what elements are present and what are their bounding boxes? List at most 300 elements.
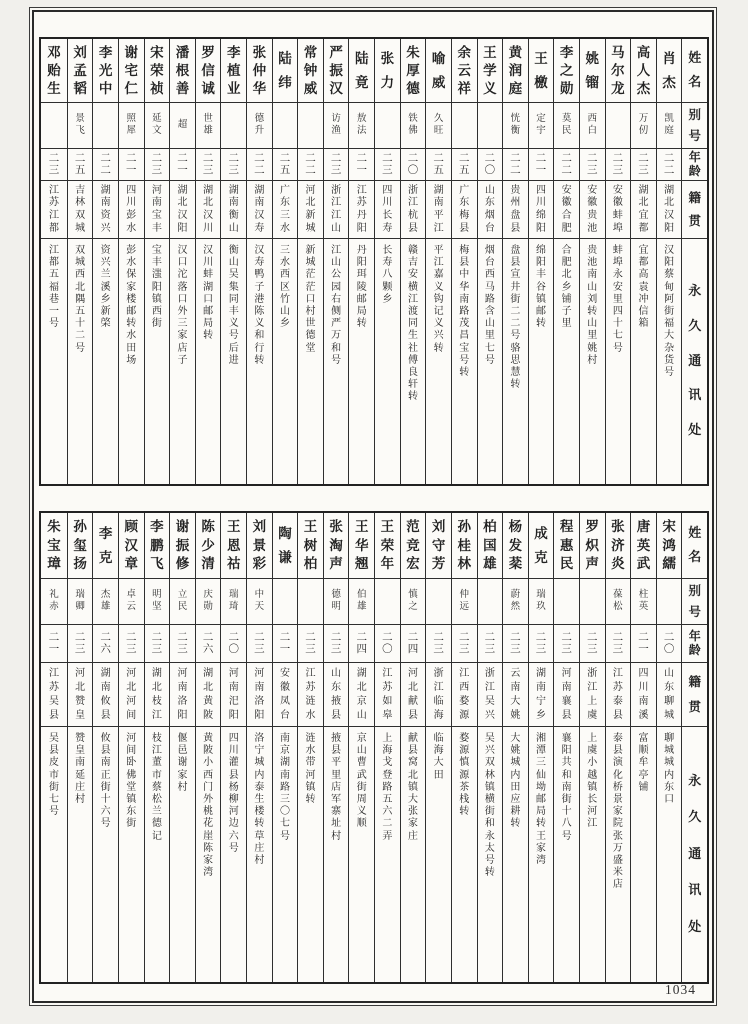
person-alias: 蔚 然	[503, 579, 528, 625]
person-address: 汉 口 沱 落 口 外 三 家 店 子	[177, 245, 188, 366]
person-age: 二 三	[221, 149, 246, 181]
person-alias: 久 旺	[426, 103, 451, 149]
person-native-place: 浙 江 临 海	[426, 663, 451, 727]
person-native-place: 安 徽 贵 池	[580, 181, 605, 239]
person-native-place: 安 徽 合 肥	[554, 181, 579, 239]
person-column	[374, 513, 400, 982]
person-address: 赞 皇 南 延 庄 村	[75, 733, 86, 805]
person-address: 洛 宁 城 内 泰 生 楼 转 草 庄 村	[254, 733, 265, 866]
person-age: 二 〇	[401, 149, 426, 181]
person-native-place: 江 苏 泰 县	[606, 663, 631, 727]
person-column	[67, 513, 93, 982]
person-age: 二 三	[298, 625, 323, 663]
person-address: 贵 池 南 山 刘 转 山 里 姚 村	[587, 245, 598, 366]
person-name: 孙 玺 扬	[68, 513, 93, 579]
page-border-frame	[29, 7, 717, 1006]
person-native-place: 山 东 掖 县	[324, 663, 349, 727]
person-column	[41, 513, 67, 982]
person-age: 二 三	[119, 625, 144, 663]
person-column	[195, 513, 221, 982]
person-name: 程 惠 民	[554, 513, 579, 579]
person-column	[348, 39, 374, 484]
person-age: 二 四	[401, 625, 426, 663]
person-age: 二 一	[273, 625, 298, 663]
person-address: 黄 陂 小 西 门 外 桃 花 崖 陈 家 湾	[203, 733, 214, 879]
person-alias: 立 民	[170, 579, 195, 625]
person-native-place: 山 东 烟 台	[478, 181, 503, 239]
person-age: 二 三	[170, 625, 195, 663]
person-address: 江 山 公 园 右 侧 严 万 和 号	[331, 245, 342, 366]
person-alias	[375, 579, 400, 625]
person-column	[323, 39, 349, 484]
person-native-place: 四 川 绵 阳	[529, 181, 554, 239]
person-address: 资 兴 兰 溪 乡 新 棨	[100, 245, 111, 330]
person-name: 王 檄	[529, 39, 554, 103]
person-alias: 仲 远	[452, 579, 477, 625]
person-alias: 瑞 玖	[529, 579, 554, 625]
person-age: 二 三	[580, 625, 605, 663]
person-name: 李 植 业	[221, 39, 246, 103]
person-native-place: 湖 南 攸 县	[93, 663, 118, 727]
person-name: 张 济 炎	[606, 513, 631, 579]
person-age: 二 六	[196, 625, 221, 663]
header-column	[681, 39, 707, 484]
person-alias: 莫 民	[554, 103, 579, 149]
person-name: 黄 润 庭	[503, 39, 528, 103]
person-alias: 景 飞	[68, 103, 93, 149]
person-address: 枝 江 董 市 蔡 松 兰 德 记	[151, 733, 162, 842]
person-age: 二 三	[631, 149, 656, 181]
person-address: 富 顺 牟 亭 铺	[638, 733, 649, 793]
person-native-place: 山 东 聊 城	[657, 663, 682, 727]
person-column	[92, 39, 118, 484]
person-column	[169, 39, 195, 484]
person-alias	[452, 103, 477, 149]
person-name: 姚 镏	[580, 39, 605, 103]
person-native-place: 浙 江 上 虞	[580, 663, 605, 727]
person-age: 二 三	[196, 149, 221, 181]
person-age: 二 三	[324, 149, 349, 181]
person-name: 朱 宝 璋	[41, 513, 67, 579]
person-native-place: 河 南 襄 县	[554, 663, 579, 727]
person-native-place: 湖 北 汉 阳	[657, 181, 682, 239]
person-alias: 德 升	[247, 103, 272, 149]
person-native-place: 湖 北 京 山	[349, 663, 374, 727]
person-name: 张 淘 声	[324, 513, 349, 579]
person-address: 南 京 湖 南 路 三 〇 七 号	[279, 733, 290, 842]
header-address-cell: 永 久 通 讯 处	[688, 283, 702, 438]
person-alias	[41, 103, 67, 149]
person-native-place: 四 川 南 溪	[631, 663, 656, 727]
person-age: 二 三	[145, 625, 170, 663]
person-address: 衡 山 吴 集 同 丰 义 号 后 进	[228, 245, 239, 366]
person-alias	[298, 579, 323, 625]
person-address: 湘 潭 三 仙 坳 邮 局 转 王 家 湾	[536, 733, 547, 866]
person-native-place: 广 东 三 水	[273, 181, 298, 239]
person-address: 三 水 西 区 竹 山 乡	[279, 245, 290, 330]
person-native-place: 湖 北 汉 川	[196, 181, 221, 239]
person-age: 二 三	[68, 625, 93, 663]
person-native-place: 湖 北 宜 都	[631, 181, 656, 239]
person-alias: 定 宇	[529, 103, 554, 149]
person-alias: 铁 佛	[401, 103, 426, 149]
person-alias	[221, 103, 246, 149]
header-name-cell: 姓 名	[682, 513, 707, 579]
person-age: 二 三	[606, 625, 631, 663]
person-native-place: 河 南 宝 丰	[145, 181, 170, 239]
person-address: 偃 邑 谢 家 村	[177, 733, 188, 793]
person-name: 王 荣 年	[375, 513, 400, 579]
person-alias: 杰 雄	[93, 579, 118, 625]
person-name: 成 克	[529, 513, 554, 579]
person-native-place: 湖 南 宁 乡	[529, 663, 554, 727]
person-column	[656, 39, 682, 484]
person-native-place: 浙 江 吴 兴	[478, 663, 503, 727]
person-native-place: 江 苏 吴 县	[41, 663, 67, 727]
person-name: 王 树 柏	[298, 513, 323, 579]
person-age: 二 五	[452, 149, 477, 181]
person-age: 二 一	[170, 149, 195, 181]
person-column	[169, 513, 195, 982]
person-name: 李 光 中	[93, 39, 118, 103]
person-native-place: 湖 北 黄 陂	[196, 663, 221, 727]
person-address: 盘 县 宣 井 街 二 二 号 骆 思 慧 转	[510, 245, 521, 391]
person-age: 二 三	[375, 149, 400, 181]
person-column	[451, 513, 477, 982]
person-name: 宋 鸿 繻	[657, 513, 682, 579]
person-age: 二 一	[631, 625, 656, 663]
person-age: 二 〇	[221, 625, 246, 663]
person-column	[272, 39, 298, 484]
header-age-cell: 年 龄	[682, 149, 707, 181]
person-alias: 凯 庭	[657, 103, 682, 149]
person-column	[297, 513, 323, 982]
person-native-place: 四 川 长 寿	[375, 181, 400, 239]
person-address: 泰 县 演 化 桥 景 家 院 张 万 盛 米 店	[612, 733, 623, 891]
person-name: 潘 根 善	[170, 39, 195, 103]
person-name: 喻 威	[426, 39, 451, 103]
directory-table-bottom	[39, 511, 709, 984]
person-column	[220, 39, 246, 484]
person-name: 严 振 汉	[324, 39, 349, 103]
person-address: 烟 台 西 马 路 含 山 里 七 号	[484, 245, 495, 366]
directory-table-top	[39, 37, 709, 486]
person-native-place: 江 苏 如 皋	[375, 663, 400, 727]
person-age: 二 一	[119, 149, 144, 181]
page-border-frame-inner	[32, 10, 714, 1003]
person-address: 江 都 五 福 巷 一 号	[48, 245, 59, 330]
person-native-place: 江 苏 涟 水	[298, 663, 323, 727]
person-native-place: 湖 南 平 江	[426, 181, 451, 239]
person-alias	[273, 103, 298, 149]
header-name-cell: 姓 名	[682, 39, 707, 103]
person-name: 谢 宅 仁	[119, 39, 144, 103]
person-age: 二 三	[503, 625, 528, 663]
person-name: 刘 孟 韬	[68, 39, 93, 103]
person-name: 王 学 义	[478, 39, 503, 103]
person-column	[425, 513, 451, 982]
person-age: 二 一	[529, 149, 554, 181]
header-age-cell: 年 龄	[682, 625, 707, 663]
person-alias	[426, 579, 451, 625]
person-name: 谢 振 修	[170, 513, 195, 579]
person-alias: 照 犀	[119, 103, 144, 149]
person-native-place: 浙 江 江 山	[324, 181, 349, 239]
person-alias	[478, 579, 503, 625]
person-name: 李 鹏 飞	[145, 513, 170, 579]
person-alias: 葆 松	[606, 579, 631, 625]
person-name: 顾 汉 章	[119, 513, 144, 579]
person-address: 宝 丰 滍 阳 镇 西 街	[151, 245, 162, 330]
person-name: 李 克	[93, 513, 118, 579]
person-alias: 庆 勋	[196, 579, 221, 625]
person-name: 张 力	[375, 39, 400, 103]
person-native-place: 河 南 洛 阳	[247, 663, 272, 727]
person-age: 二 三	[324, 625, 349, 663]
person-address: 双 城 西 北 隅 五 十 二 号	[75, 245, 86, 354]
header-alias-cell: 别 号	[682, 103, 707, 149]
person-alias: 世 雄	[196, 103, 221, 149]
person-address: 聊 城 城 内 东 口	[664, 733, 675, 805]
person-name: 杨 发 棻	[503, 513, 528, 579]
person-alias: 瑞 卿	[68, 579, 93, 625]
person-column	[605, 513, 631, 982]
person-age: 二 〇	[657, 625, 682, 663]
header-native-place-cell: 籍 贯	[682, 663, 707, 727]
person-age: 二 三	[606, 149, 631, 181]
person-column	[528, 39, 554, 484]
person-native-place: 河 北 河 间	[119, 663, 144, 727]
person-name: 范 竞 宏	[401, 513, 426, 579]
person-address: 大 姚 城 内 田 应 耕 转	[510, 733, 521, 830]
person-alias: 延 文	[145, 103, 170, 149]
person-native-place: 四 川 彭 水	[119, 181, 144, 239]
person-address: 新 城 茫 茫 口 村 世 德 堂	[305, 245, 316, 354]
person-address: 临 海 大 田	[433, 733, 444, 781]
person-age: 二 六	[93, 625, 118, 663]
person-alias: 德 明	[324, 579, 349, 625]
person-alias	[298, 103, 323, 149]
person-address: 汉 川 蚌 湖 口 邮 局 转	[203, 245, 214, 342]
person-column	[528, 513, 554, 982]
person-alias: 访 渔	[324, 103, 349, 149]
person-alias: 卓 云	[119, 579, 144, 625]
person-age: 二 三	[478, 625, 503, 663]
person-alias: 超	[170, 103, 195, 149]
person-age: 二 五	[68, 149, 93, 181]
person-address: 吴 县 皮 市 街 七 号	[48, 733, 59, 818]
person-alias: 瑞 琦	[221, 579, 246, 625]
person-address: 合 肥 北 乡 铺 子 里	[561, 245, 572, 330]
person-alias	[375, 103, 400, 149]
person-column	[630, 513, 656, 982]
person-name: 高 人 杰	[631, 39, 656, 103]
person-address: 四 川 灌 县 杨 柳 河 边 六 号	[228, 733, 239, 854]
person-age: 二 一	[349, 149, 374, 181]
person-column	[246, 513, 272, 982]
person-age: 二 五	[426, 149, 451, 181]
person-native-place: 河 北 献 县	[401, 663, 426, 727]
person-age: 二 四	[349, 625, 374, 663]
person-column	[144, 39, 170, 484]
person-column	[92, 513, 118, 982]
person-alias: 伯 雄	[349, 579, 374, 625]
person-age: 二 三	[145, 149, 170, 181]
person-native-place: 河 北 赞 皇	[68, 663, 93, 727]
person-name: 王 恩 祜	[221, 513, 246, 579]
person-column	[323, 513, 349, 982]
person-address: 献 县 窝 北 镇 大 张 家 庄	[407, 733, 418, 842]
person-native-place: 广 东 梅 县	[452, 181, 477, 239]
person-native-place: 江 苏 丹 阳	[349, 181, 374, 239]
person-name: 邓 贻 生	[41, 39, 67, 103]
person-column	[502, 513, 528, 982]
person-alias: 慎 之	[401, 579, 426, 625]
person-column	[246, 39, 272, 484]
person-native-place: 湖 北 汉 阳	[170, 181, 195, 239]
person-alias	[273, 579, 298, 625]
person-address: 彭 水 保 家 楼 邮 转 水 田 场	[126, 245, 137, 366]
person-address: 涟 水 带 河 镇 转	[305, 733, 316, 805]
person-name: 常 钟 威	[298, 39, 323, 103]
person-address: 宜 都 高 袁 冲 信 箱	[638, 245, 649, 330]
person-age: 二 二	[503, 149, 528, 181]
person-alias: 西 白	[580, 103, 605, 149]
person-native-place: 湖 北 枝 江	[145, 663, 170, 727]
person-native-place: 安 徽 蚌 埠	[606, 181, 631, 239]
header-address-cell: 永 久 通 讯 处	[688, 772, 702, 934]
person-address: 蚌 埠 永 安 里 四 十 七 号	[612, 245, 623, 354]
person-address: 梅 县 中 华 南 路 茂 昌 宝 号 转	[459, 245, 470, 378]
person-age: 二 二	[298, 149, 323, 181]
person-column	[477, 39, 503, 484]
person-native-place: 云 南 大 姚	[503, 663, 528, 727]
person-name: 王 华 翘	[349, 513, 374, 579]
person-alias: 恍 衡	[503, 103, 528, 149]
person-column	[41, 39, 67, 484]
person-native-place: 贵 州 盘 县	[503, 181, 528, 239]
person-native-place: 安 徽 凤 台	[273, 663, 298, 727]
person-name: 陆 竟	[349, 39, 374, 103]
person-column	[144, 513, 170, 982]
person-alias	[478, 103, 503, 149]
person-column	[579, 39, 605, 484]
person-age: 二 三	[554, 625, 579, 663]
person-native-place: 河 北 新 城	[298, 181, 323, 239]
person-alias	[554, 579, 579, 625]
person-column	[374, 39, 400, 484]
person-address: 掖 县 平 里 店 军 寨 址 村	[331, 733, 342, 842]
person-address: 上 虞 小 越 镇 长 河 江	[587, 733, 598, 830]
person-native-place: 湖 南 资 兴	[93, 181, 118, 239]
person-native-place: 河 南 洛 阳	[170, 663, 195, 727]
person-name: 柏 国 雄	[478, 513, 503, 579]
person-age: 二 三	[426, 625, 451, 663]
person-alias	[606, 103, 631, 149]
person-native-place: 江 西 婺 源	[452, 663, 477, 727]
person-name: 张 仲 华	[247, 39, 272, 103]
person-column	[400, 39, 426, 484]
person-column	[272, 513, 298, 982]
person-column	[400, 513, 426, 982]
person-address: 汉 寿 鸭 子 港 陈 义 和 行 转	[254, 245, 265, 366]
person-name: 陆 纬	[273, 39, 298, 103]
person-column	[297, 39, 323, 484]
person-alias	[657, 579, 682, 625]
person-name: 李 之 勋	[554, 39, 579, 103]
person-age: 二 二	[93, 149, 118, 181]
person-native-place: 湖 南 汉 寿	[247, 181, 272, 239]
person-age: 二 三	[529, 625, 554, 663]
person-alias: 明 坚	[145, 579, 170, 625]
person-age: 二 二	[657, 149, 682, 181]
person-address: 绵 阳 丰 谷 镇 邮 转	[536, 245, 547, 330]
person-address: 婺 源 慎 源 茶 栈 转	[459, 733, 470, 818]
person-address: 丹 阳 珥 陵 邮 局 转	[356, 245, 367, 330]
person-column	[118, 513, 144, 982]
person-address: 长 寿 八 颗 乡	[382, 245, 393, 305]
person-native-place: 浙 江 杭 县	[401, 181, 426, 239]
person-column	[67, 39, 93, 484]
person-address: 平 江 嘉 义 钩 记 义 兴 转	[433, 245, 444, 354]
page-number: 1034	[665, 982, 696, 997]
person-native-place: 河 南 汜 阳	[221, 663, 246, 727]
person-column	[605, 39, 631, 484]
person-name: 陶 谦	[273, 513, 298, 579]
person-address: 襄 阳 共 和 南 街 十 八 号	[561, 733, 572, 842]
person-column	[656, 513, 682, 982]
person-name: 朱 厚 德	[401, 39, 426, 103]
person-address: 赣 吉 安 横 江 渡 同 生 社 傅 良 轩 转	[407, 245, 418, 403]
person-alias: 礼 赤	[41, 579, 67, 625]
header-column	[681, 513, 707, 982]
person-age: 二 一	[41, 625, 67, 663]
person-name: 宋 荣 祯	[145, 39, 170, 103]
person-column	[553, 513, 579, 982]
person-name: 肖 杰	[657, 39, 682, 103]
person-alias	[93, 103, 118, 149]
person-address: 河 间 卧 佛 堂 镇 东 街	[126, 733, 137, 830]
person-name: 刘 景 彩	[247, 513, 272, 579]
person-column	[348, 513, 374, 982]
person-alias	[580, 579, 605, 625]
person-native-place: 江 苏 江 都	[41, 181, 67, 239]
person-name: 罗 信 诚	[196, 39, 221, 103]
person-column	[477, 513, 503, 982]
person-alias: 柱 英	[631, 579, 656, 625]
person-age: 二 三	[247, 625, 272, 663]
person-name: 罗 炽 声	[580, 513, 605, 579]
person-alias: 中 天	[247, 579, 272, 625]
person-age: 二 三	[580, 149, 605, 181]
person-address: 京 山 曹 武 街 周 义 顺	[356, 733, 367, 830]
person-name: 陈 少 清	[196, 513, 221, 579]
person-address: 吴 兴 双 林 镇 横 街 和 永 太 号 转	[484, 733, 495, 879]
person-column	[630, 39, 656, 484]
person-column	[451, 39, 477, 484]
person-age: 二 三	[41, 149, 67, 181]
person-name: 孙 桂 林	[452, 513, 477, 579]
person-column	[220, 513, 246, 982]
person-name: 唐 英 武	[631, 513, 656, 579]
person-name: 马 尔 龙	[606, 39, 631, 103]
person-column	[579, 513, 605, 982]
person-alias: 万 仞	[631, 103, 656, 149]
person-age: 二 五	[273, 149, 298, 181]
person-column	[425, 39, 451, 484]
person-column	[118, 39, 144, 484]
person-age: 二 二	[247, 149, 272, 181]
